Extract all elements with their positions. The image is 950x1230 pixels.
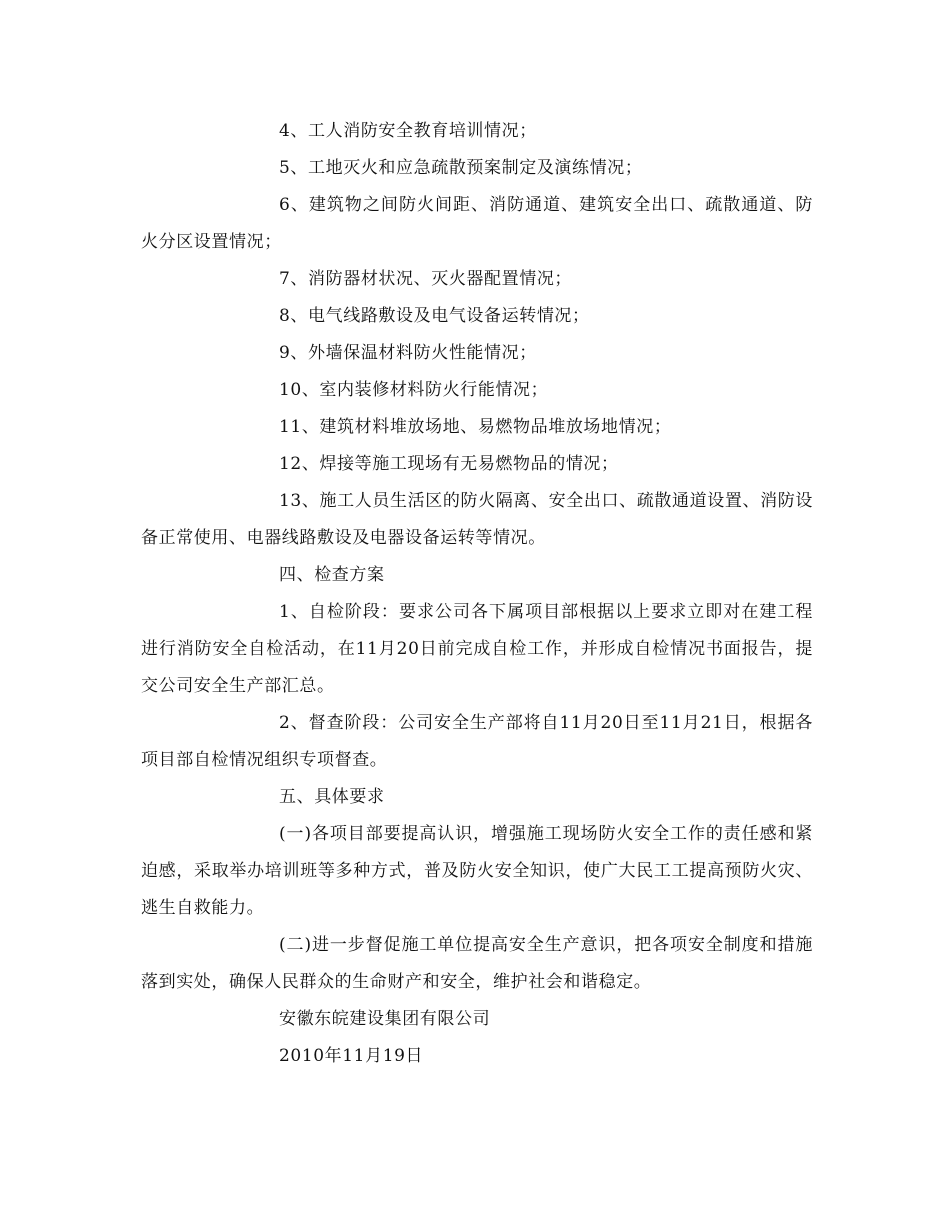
plan-item-self-check: 1、自检阶段：要求公司各下属项目部根据以上要求立即对在建工程进行消防安全自检活动，在11月20日前完成自检工作，并形成自检情况书面报告，提交公司安全生产部汇总。 xyxy=(141,602,813,696)
document-body xyxy=(141,113,813,1075)
list-item-13: 13、施工人员生活区的防火隔离、安全出口、疏散通道设置、消防设备正常使用、电器线路敷设及电器设备运转等情况。 xyxy=(141,491,813,548)
section-heading-inspection-plan: 四、检查方案 xyxy=(279,565,385,585)
requirement-item-1: (一)各项目部要提高认识，增强施工现场防火安全工作的责任感和紧迫感，采取举办培训班等多种方式，普及防火安全知识，使广大民工工提高预防火灾、逃生自救能力。 xyxy=(141,824,813,918)
list-item-6: 6、建筑物之间防火间距、消防通道、建筑安全出口、疏散通道、防火分区设置情况； xyxy=(141,195,813,252)
signature-date: 2010年11月19日 xyxy=(279,1046,424,1066)
list-item-8: 8、电气线路敷设及电气设备运转情况； xyxy=(279,306,590,326)
plan-item-supervision: 2、督查阶段：公司安全生产部将自11月20日至11月21日，根据各项目部自检情况组织专项督查。 xyxy=(141,713,813,770)
list-item-7: 7、消防器材状况、灭火器配置情况； xyxy=(279,269,573,289)
list-item-4: 4、工人消防安全教育培训情况； xyxy=(279,121,537,141)
signature-company: 安徽东皖建设集团有限公司 xyxy=(279,1009,491,1029)
list-item-9: 9、外墙保温材料防火性能情况； xyxy=(279,343,537,363)
requirement-item-2: (二)进一步督促施工单位提高安全生产意识，把各项安全制度和措施落到实处，确保人民群众的生命财产和安全，维护社会和谐稳定。 xyxy=(141,935,813,992)
list-item-12: 12、焊接等施工现场有无易燃物品的情况； xyxy=(279,454,619,474)
list-item-10: 10、室内装修材料防火行能情况； xyxy=(279,380,549,400)
section-heading-requirements: 五、具体要求 xyxy=(279,787,385,807)
list-item-11: 11、建筑材料堆放场地、易燃物品堆放场地情况； xyxy=(279,417,672,437)
list-item-5: 5、工地灭火和应急疏散预案制定及演练情况； xyxy=(279,158,643,178)
